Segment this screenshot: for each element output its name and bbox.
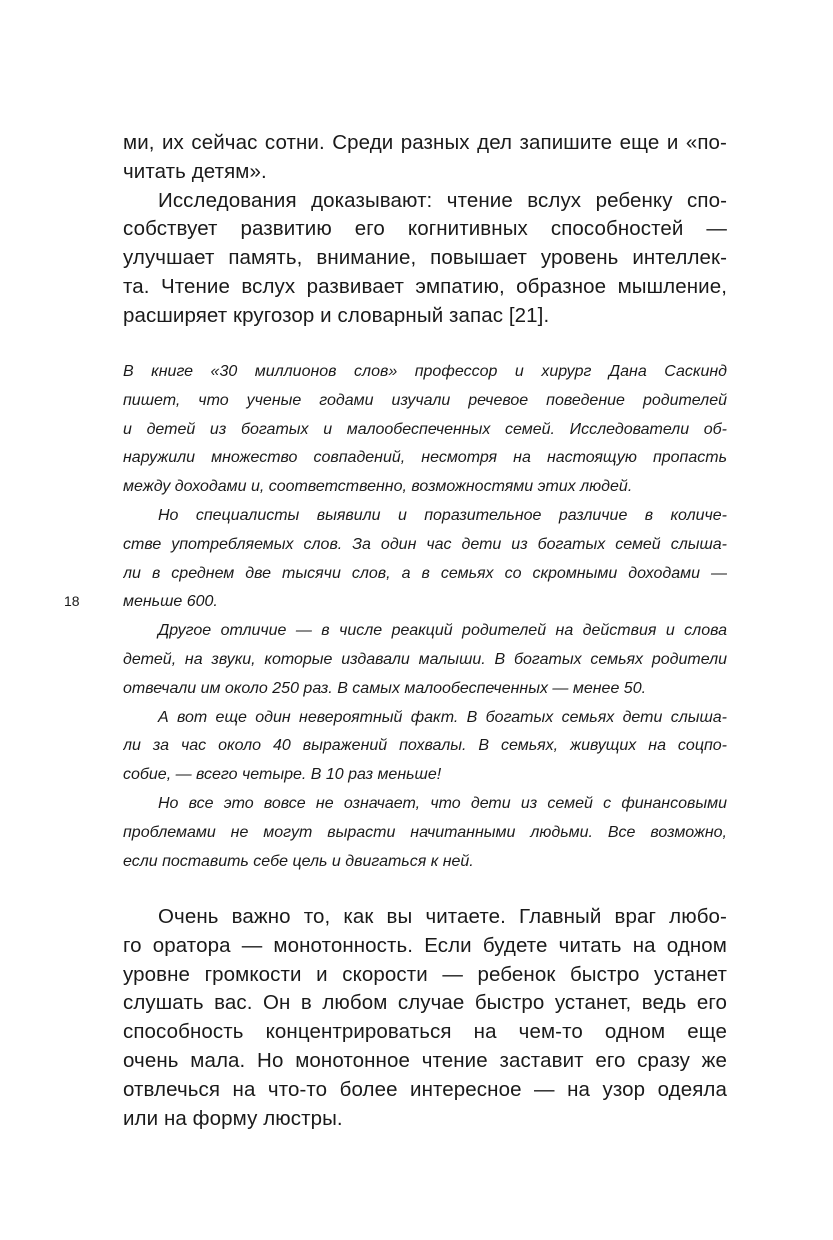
text-line: наружили множество совпадений, несмотря на настоящую пропасть xyxy=(123,449,727,467)
text-line: пишет, что ученые годами изучали речевое поведение родителей xyxy=(123,391,727,409)
text-line: улучшает память, внимание, повышает уровень интеллек- xyxy=(123,246,727,270)
text-line: способность концентрироваться на чем-то одном еще xyxy=(123,1020,727,1044)
body-text-top xyxy=(123,129,727,331)
paragraph xyxy=(123,790,727,876)
text-line: детей, на звуки, которые издавали малыши. В богатых семьях родители xyxy=(123,650,727,668)
paragraph xyxy=(123,903,727,1133)
text-line: очень мала. Но монотонное чтение заставит его сразу же xyxy=(123,1048,727,1072)
text-line: собие, — всего четыре. В 10 раз меньше! xyxy=(123,766,442,784)
text-line: Другое отличие — в числе реакций родителей на действия и слова xyxy=(158,622,727,640)
text-line: стве употребляемых слов. За один час дети из богатых семей слыша- xyxy=(123,535,727,553)
text-line: читать детям». xyxy=(123,159,267,183)
text-line: Очень важно то, как вы читаете. Главный враг любо- xyxy=(158,905,727,928)
paragraph xyxy=(123,129,727,187)
text-line: собствует развитию его когнитивных способностей — xyxy=(123,217,727,241)
italic-sidebar-quote xyxy=(123,358,727,876)
text-line: В книге «30 миллионов слов» профессор и хирург Дана Саскинд xyxy=(123,363,727,380)
text-line: ли в среднем две тысячи слов, а в семьях со скромными доходами — xyxy=(123,564,727,582)
text-line: та. Чтение вслух развивает эмпатию, образное мышление, xyxy=(123,274,727,298)
text-line: или на форму люстры. xyxy=(123,1106,343,1130)
page-number: 18 xyxy=(64,593,80,609)
text-line: го оратора — монотонность. Если будете читать на одном xyxy=(123,933,727,957)
text-line: слушать вас. Он в любом случае быстро устанет, ведь его xyxy=(123,991,727,1015)
text-line: уровне громкости и скорости — ребенок быстро устанет xyxy=(123,962,727,986)
text-line: меньше 600. xyxy=(123,593,218,611)
paragraph xyxy=(123,358,727,502)
paragraph xyxy=(123,187,727,331)
text-line: А вот еще один невероятный факт. В богатых семьях дети слыша- xyxy=(158,708,727,726)
paragraph xyxy=(123,704,727,790)
paragraph xyxy=(123,502,727,617)
text-line: между доходами и, соответственно, возможностями этих людей. xyxy=(123,478,633,496)
text-line: Но специалисты выявили и поразительное различие в количе- xyxy=(158,506,727,524)
text-line: Исследования доказывают: чтение вслух ребенку спо- xyxy=(158,188,727,212)
text-line: Но все это вовсе не означает, что дети из семей с финансовыми xyxy=(158,794,727,812)
text-line: если поставить себе цель и двигаться к ней. xyxy=(123,852,474,870)
text-line: расширяет кругозор и словарный запас [21]. xyxy=(123,303,550,327)
text-line: и детей из богатых и малообеспеченных семей. Исследователи об- xyxy=(123,420,727,438)
text-line: ми, их сейчас сотни. Среди разных дел запишите еще и «по- xyxy=(123,131,727,154)
paragraph xyxy=(123,617,727,703)
text-line: отвлечься на что-то более интересное — на узор одеяла xyxy=(123,1077,727,1101)
body-text-bottom xyxy=(123,903,727,1133)
text-line: ли за час около 40 выражений похвалы. В семьях, живущих на соцпо- xyxy=(123,737,727,755)
text-line: проблемами не могут вырасти начитанными людьми. Все возможно, xyxy=(123,823,727,841)
text-line: отвечали им около 250 раз. В самых малообеспеченных — менее 50. xyxy=(123,679,647,697)
